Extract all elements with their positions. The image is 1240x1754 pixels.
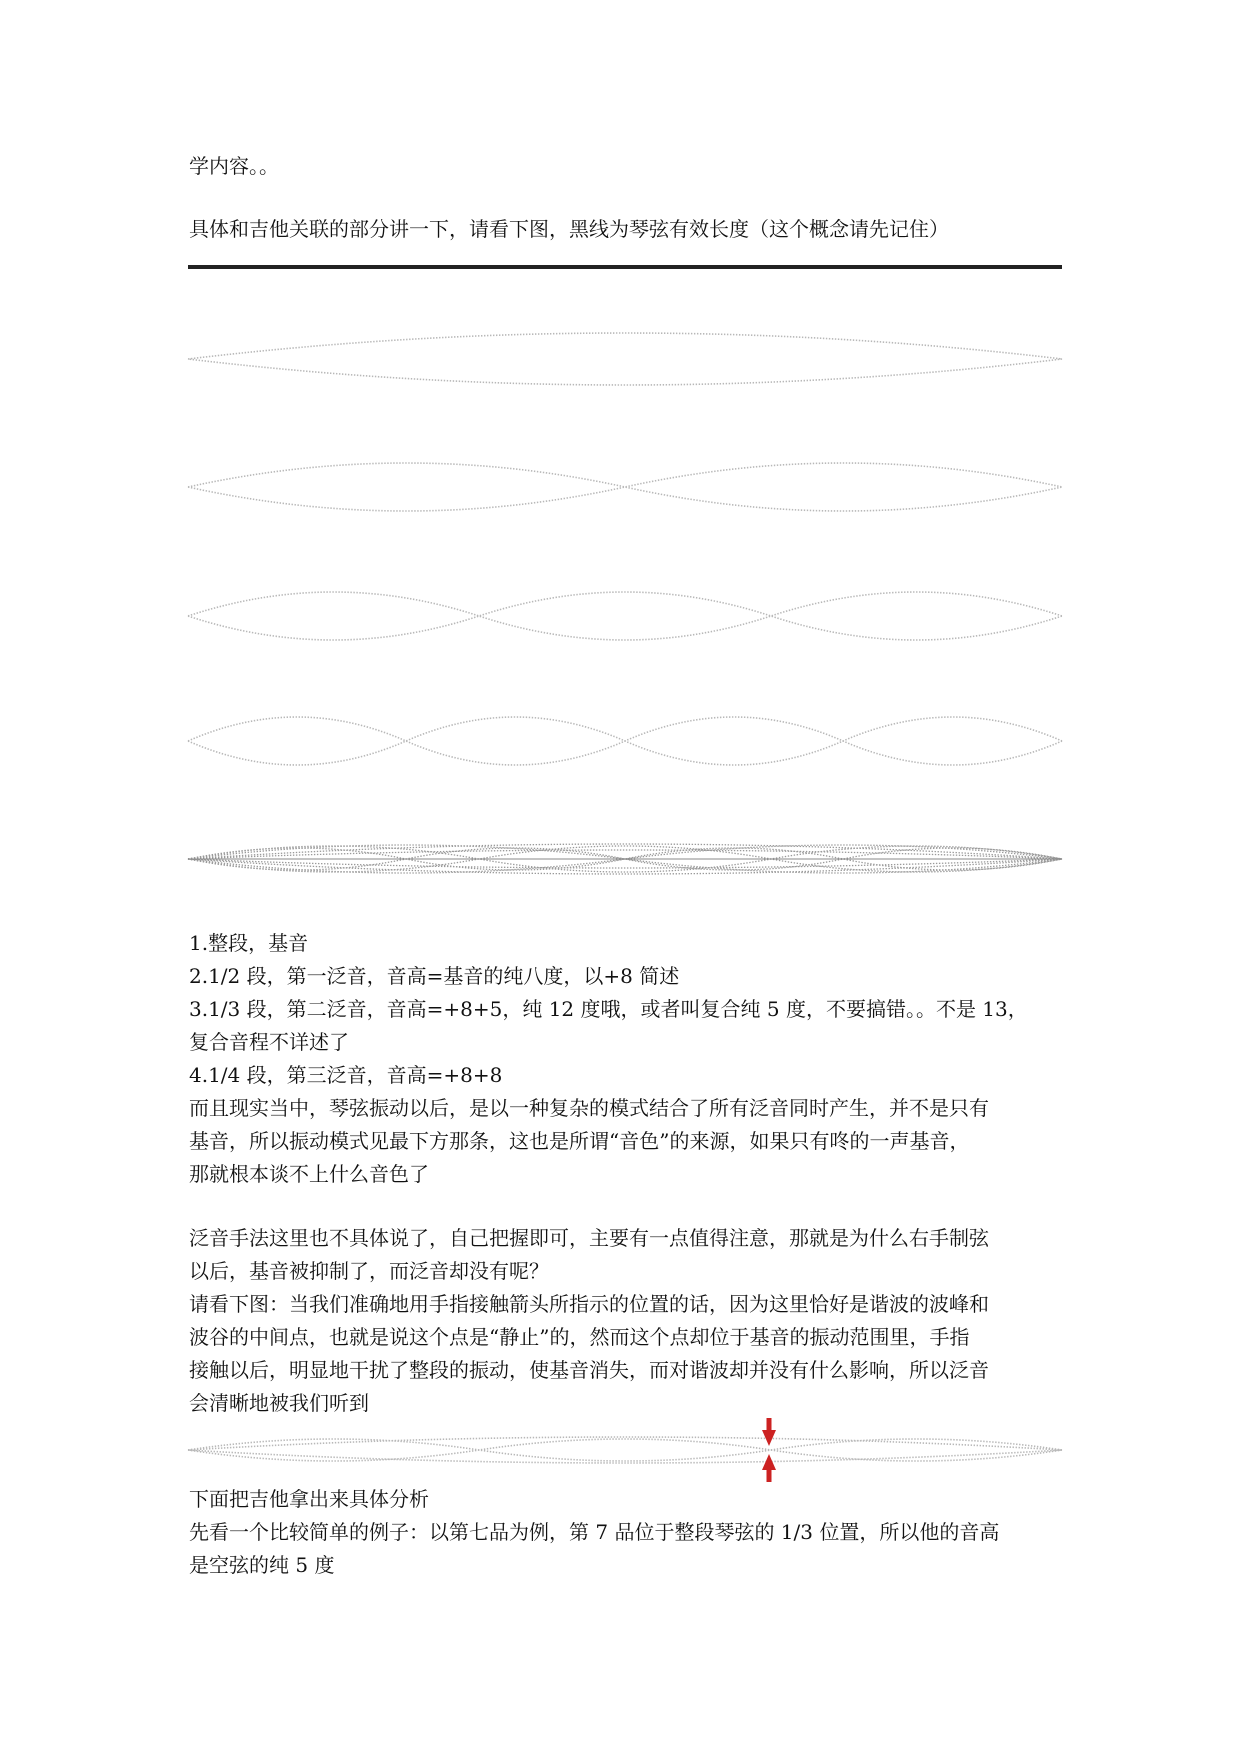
paragraph-harmonic-technique: 泛音手法这里也不具体说了，自己把握即可，主要有一点值得注意，那就是为什么右手制弦 以后，基音被抑制了，而泛音却没有呢？ 请看下图：当我们准确地用手指接触箭头所指示的位置的话，因为这里恰好是谐波的波峰和 波谷的中间点，也就是说这个点是“静止”的，然而这个点却位于基音的振动范围里，手指 接触以后，明显地干扰了整段的振动，使基音消失，而对谐波却并没有什么影响，所以泛音 会清晰地被我们听到 bbox=[189, 1226, 989, 1415]
list-item-1: 1.整段，基音 bbox=[189, 931, 309, 955]
harmonic-node-figure bbox=[186, 1418, 1066, 1482]
list-item-3: 3.1/3 段，第二泛音，音高=+8+5，纯 12 度哦，或者叫复合纯 5 度，不要搞错。。不是 13， bbox=[189, 997, 1028, 1021]
mode-second-harmonic bbox=[188, 463, 1062, 511]
paragraph-timbre: 而且现实当中，琴弦振动以后，是以一种复杂的模式结合了所有泛音同时产生，并不是只有 基音，所以振动模式见最下方那条，这也是所谓“音色”的来源，如果只有咚的一声基音， 那就根本谈不上什么音色了 bbox=[189, 1096, 989, 1186]
mode-combined bbox=[188, 844, 1062, 874]
mode-third-harmonic bbox=[188, 592, 1062, 640]
mode-fundamental bbox=[188, 333, 1062, 385]
list-item-3-continued: 复合音程不详述了 bbox=[189, 1030, 349, 1054]
string-harmonics-figure bbox=[186, 258, 1066, 898]
mode-fourth-harmonic bbox=[188, 717, 1062, 765]
list-item-4: 4.1/4 段，第三泛音，音高=+8+8 bbox=[189, 1063, 503, 1087]
list-item-2: 2.1/2 段，第一泛音，音高=基音的纯八度，以+8 简述 bbox=[189, 964, 680, 988]
arrow-up-icon bbox=[762, 1454, 776, 1470]
intro-line-2: 具体和吉他关联的部分讲一下，请看下图，黑线为琴弦有效长度（这个概念请先记住） bbox=[189, 217, 949, 241]
intro-line-1: 学内容。。 bbox=[189, 154, 279, 178]
paragraph-guitar-analysis: 下面把吉他拿出来具体分析 先看一个比较简单的例子：以第七品为例，第 7 品位于整段琴弦的 1/3 位置，所以他的音高 是空弦的纯 5 度 bbox=[189, 1487, 1000, 1577]
